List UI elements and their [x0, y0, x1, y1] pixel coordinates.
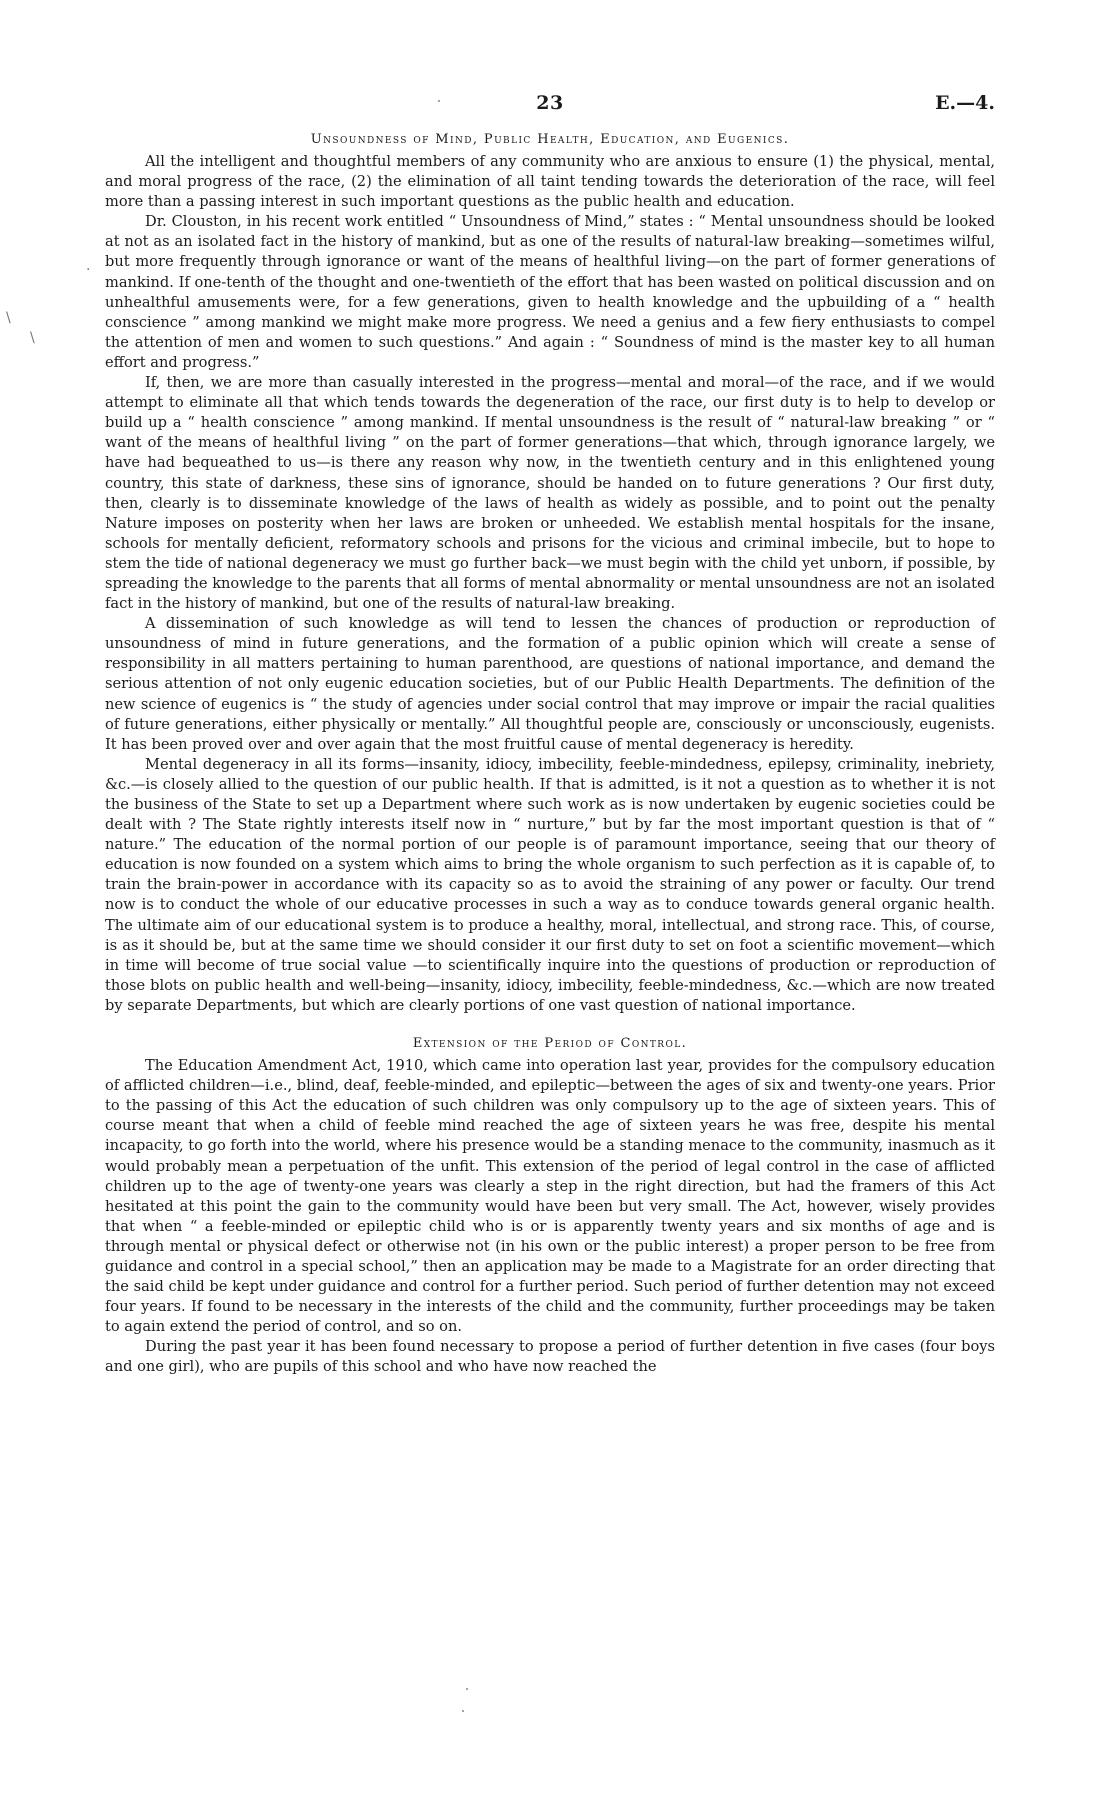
page-number: 23	[536, 92, 564, 114]
section-heading: Extension of the Period of Control.	[412, 1036, 688, 1052]
section-unsoundness	[105, 132, 995, 1016]
running-head	[105, 92, 995, 126]
margin-mark-left: \	[6, 310, 11, 326]
paragraph: Dr. Clouston, in his recent work entitled “ Unsoundness of Mind,” states : “ Mental unsoundness should be looked at not as an isolated fact in the history of mankind, but as one of the results of natural-law breaking—sometimes wilful, but more frequently through ignorance or want of the means of healthful living—on the part of former generations of mankind. If one-tenth of the thought and one-twentieth of the effort that has been wasted on political discussion and on unhealthful amusements were, for a few generations, given to health knowledge and the upbuilding of a “ health conscience ” among mankind we might make more progress. We need a genius and a few fiery enthusiasts to compel the attention of men and women to such questions.” And again : “ Soundness of mind is the master key to all human effort and progress.”	[105, 213, 995, 371]
margin-mark-left: ·	[86, 262, 91, 278]
scan-speck	[462, 1710, 464, 1712]
paragraph: A dissemination of such knowledge as will tend to lessen the chances of production or reproduction of unsoundness of mind in future generations, and the formation of a public opinion which will create a sense of responsibility in all matters pertaining to human parenthood, are questions of national importance, and demand the serious attention of not only eugenic education societies, but of our Public Health Departments. The definition of the new science of eugenics is “ the study of agencies under social control that may improve or impair the racial qualities of future generations, either physically or mentally.” All thoughtful people are, consciously or unconsciously, eugenists. It has been proved over and over again that the most fruitful cause of mental degeneracy is heredity.	[105, 615, 995, 753]
margin-mark-left: \	[30, 330, 35, 346]
section-extension-of-control	[105, 1036, 995, 1378]
paragraph: All the intelligent and thoughtful members of any community who are anxious to ensure (1) the physical, mental, and moral progress of the race, (2) the elimination of all taint tending towards the deterioration of the race, will feel more than a passing interest in such important questions as the public health and education.	[105, 153, 995, 211]
parliamentary-reference: E.—4.	[935, 92, 995, 114]
paragraph: The Education Amendment Act, 1910, which came into operation last year, provides for the compulsory education of afflicted children—i.e., blind, deaf, feeble-minded, and epileptic—between the ages of six and twenty-one years. Prior to the passing of this Act the education of such children was only compulsory up to the age of sixteen years. This of course meant that when a child of feeble mind reached the age of sixteen years he was free, despite his mental incapacity, to go forth into the world, where his presence would be a standing menace to the community, inasmuch as it would probably mean a perpetuation of the unfit. This extension of the period of legal control in the case of afflicted children up to the age of twenty-one years was clearly a step in the right direction, but had the framers of this Act hesitated at this point the gain to the community would have been but very small. The Act, however, wisely provides that when “ a feeble-minded or epileptic child who is or is apparently twenty years and six months of age and is through mental or physical defect or otherwise not (in his own or the public interest) a proper person to be free from guidance and control in a special school,” then an application may be made to a Magistrate for an order directing that the said child be kept under guidance and control for a further period. Such period of further detention may not exceed four years. If found to be necessary in the interests of the child and the community, further proceedings may be taken to again extend the period of control, and so on.	[105, 1057, 995, 1336]
section-heading: Unsoundness of Mind, Public Health, Education, and Eugenics.	[310, 132, 790, 147]
scan-speck	[466, 1688, 468, 1690]
paragraph: During the past year it has been found necessary to propose a period of further detention in five cases (four boys and one girl), who are pupils of this school and who have now reached the	[105, 1338, 995, 1376]
paragraph: Mental degeneracy in all its forms—insanity, idiocy, imbecility, feeble-mindedness, epilepsy, criminality, inebriety, &c.—is closely allied to the question of our public health. If that is admitted, is it not a question as to whether it is not the business of the State to set up a Department where such work as is now undertaken by eugenic societies could be dealt with ? The State rightly interests itself now in “ nurture,” but by far the most important question is that of “ nature.” The education of the normal portion of our people is of paramount importance, seeing that our theory of education is now founded on a system which aims to bring the whole organism to such perfection as it is capable of, to train the brain-power in accordance with its capacity so as to avoid the straining of any power or faculty. Our trend now is to conduct the whole of our educative processes in such a way as to conduce towards general organic health. The ultimate aim of our educational system is to produce a healthy, moral, intellectual, and strong race. This, of course, is as it should be, but at the same time we should consider it our first duty to set on foot a scientific movement—which in time will become of true social value —to scientifically inquire into the questions of production or reproduction of those blots on public health and well-being—insanity, idiocy, imbecility, feeble-mindedness, &c.—which are now treated by separate Departments, but which are clearly portions of one vast question of national importance.	[105, 755, 995, 1014]
paragraph: If, then, we are more than casually interested in the progress—mental and moral—of the race, and if we would attempt to eliminate all that which tends towards the degeneration of the race, our first duty is to help to develop or build up a “ health conscience ” among mankind. If mental unsoundness is the result of “ natural-law breaking ” or “ want of the means of healthful living ” on the part of former generations—that which, through ignorance largely, we have had bequeathed to us—is there any reason why now, in the twentieth century and in this enlightened young country, this state of darkness, these sins of ignorance, should be handed on to future generations ? Our first duty, then, clearly is to disseminate knowledge of the laws of health as widely as possible, and to point out the penalty Nature imposes on posterity when her laws are broken or unheeded. We establish mental hospitals for the insane, schools for mentally deficient, reformatory schools and prisons for the vicious and criminal imbecile, but to hope to stem the tide of national degeneracy we must go further back—we must begin with the child yet unborn, if possible, by spreading the knowledge to the parents that all forms of mental abnormality or mental unsoundness are not an isolated fact in the history of mankind, but one of the results of natural-law breaking.	[105, 374, 995, 613]
document-page	[105, 92, 995, 1378]
